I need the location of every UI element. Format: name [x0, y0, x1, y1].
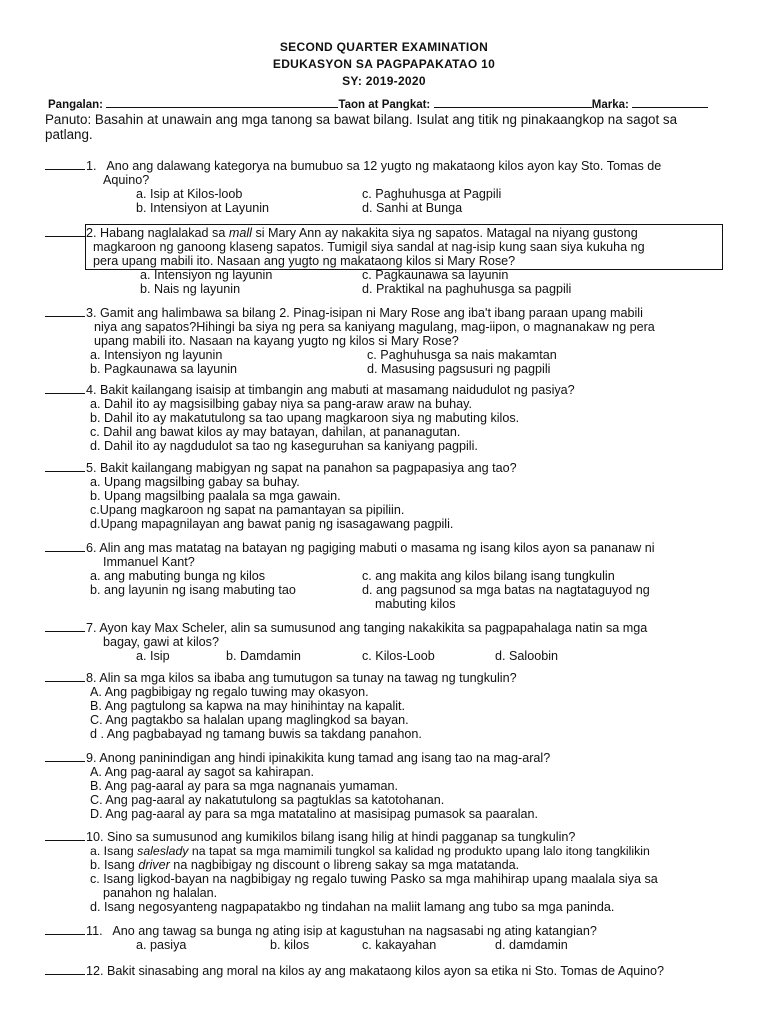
question-3: 3. Gamit ang halimbawa sa bilang 2. Pinag-isipan ni Mary Rose ang iba't ibang paraan upang mabili	[45, 306, 643, 320]
question-8: 8. Alin sa mga kilos sa ibaba ang tumutugon sa tunay na tawag ng tungkulin?	[45, 671, 517, 685]
grade-label: Taon at Pangkat:	[338, 99, 431, 111]
answer-blank-10[interactable]	[45, 830, 85, 841]
instructions-line-1: Panuto: Basahin at unawain ang mga tanong sa bawat bilang. Isulat ang titik ng pinakaangkop na sagot sa	[45, 112, 678, 127]
q11-option-d: d. damdamin	[495, 938, 568, 952]
grade-section-field[interactable]	[434, 97, 592, 108]
question-4: 4. Bakit kailangang isaisip at timbangin ang mabuti at masamang naidudulot ng pasiya?	[45, 383, 575, 397]
q9-option-b: B. Ang pag-aaral ay para sa mga nagnanais yumaman.	[90, 779, 399, 793]
score-field[interactable]	[632, 97, 708, 108]
question-2: 2. Habang naglalakad sa mall si Mary Ann ay nakakita siya ng sapatos. Matagal na niyang gustong	[45, 226, 638, 240]
q6-option-d-line-2: mabuting kilos	[375, 597, 456, 611]
q10-option-a: a. Isang saleslady na tapat sa mga mamimili tungkol sa kalidad ng produkto upang lalo itong tangkilikin	[90, 844, 650, 858]
q3-option-b: b. Pagkaunawa sa layunin	[90, 362, 238, 376]
answer-blank-1[interactable]	[45, 159, 85, 170]
q4-option-d: d. Dahil ito ay nagdudulot sa tao ng kaseguruhan sa kaniyang pagpili.	[90, 439, 478, 453]
instructions-line-2: patlang.	[45, 127, 93, 142]
question-3-line-2: niya ang sapatos?Hihingi ba siya ng pera sa kaniyang magulang, mag-iipon, o magnanakaw ng pera	[94, 320, 655, 334]
q10-option-c-line-2: panahon ng halalan.	[103, 886, 218, 900]
q6-option-a: a. ang mabuting bunga ng kilos	[90, 569, 266, 583]
question-11: 11. Ano ang tawag sa bunga ng ating isip at kagustuhan na nagsasabi ng ating katangian?	[45, 924, 597, 938]
question-1-line-2: Aquino?	[103, 173, 150, 187]
answer-blank-12[interactable]	[45, 964, 85, 975]
q8-option-b: B. Ang pagtulong sa kapwa na may hinihintay na kapalit.	[90, 699, 406, 713]
q2-option-a: a. Intensiyon ng layunin	[140, 268, 273, 282]
name-field[interactable]	[106, 97, 338, 108]
q9-option-a: A. Ang pag-aaral ay sagot sa kahirapan.	[90, 765, 315, 779]
answer-blank-7[interactable]	[45, 621, 85, 632]
q9-option-d: D. Ang pag-aaral ay para sa mga matatalino at masisipag pumasok sa paaralan.	[90, 807, 539, 821]
q5-option-c: c.Upang magkaroon ng sapat na pamantayan sa pipiliin.	[90, 503, 405, 517]
q8-option-c: C. Ang pagtakbo sa halalan upang maglingkod sa bayan.	[90, 713, 409, 727]
q7-option-a: a. Isip	[136, 649, 170, 663]
q5-option-b: b. Upang magsilbing paalala sa mga gawain.	[90, 489, 341, 503]
subject-title: EDUKASYON SA PAGPAPAKATAO 10	[272, 57, 496, 71]
q11-option-c: c. kakayahan	[362, 938, 437, 952]
q6-option-c: c. ang makita ang kilos bilang isang tungkulin	[362, 569, 615, 583]
q4-option-b: b. Dahil ito ay makatutulong sa tao upang magkaroon siya ng mabuting kilos.	[90, 411, 520, 425]
answer-blank-3[interactable]	[45, 306, 85, 317]
answer-blank-9[interactable]	[45, 751, 85, 762]
q4-option-c: c. Dahil ang bawat kilos ay may batayan, dahilan, at pananagutan.	[90, 425, 461, 439]
q2-option-b: b. Nais ng layunin	[140, 282, 241, 296]
score-label: Marka:	[591, 99, 629, 111]
q5-option-d: d.Upang mapagnilayan ang bawat panig ng isasagawang pagpili.	[90, 517, 454, 531]
info-fields	[48, 97, 708, 112]
q7-option-d: d. Saloobin	[495, 649, 559, 663]
q6-option-d: d. ang pagsunod sa mga batas na nagtataguyod ng	[362, 583, 650, 597]
q1-option-a: a. Isip at Kilos-loob	[136, 187, 243, 201]
answer-blank-2[interactable]	[45, 226, 85, 237]
name-label: Pangalan:	[48, 99, 103, 111]
q5-option-a: a. Upang magsilbing gabay sa buhay.	[90, 475, 300, 489]
q3-option-a: a. Intensiyon ng layunin	[90, 348, 223, 362]
question-3-line-3: upang mabili ito. Nasaan na kayang yugto ng kilos si Mary Rose?	[94, 334, 459, 348]
q7-option-c: c. Kilos-Loob	[362, 649, 435, 663]
question-10: 10. Sino sa sumusunod ang kumikilos bilang isang hilig at hindi pagganap sa tungkulin?	[45, 830, 575, 844]
q7-option-b: b. Damdamin	[226, 649, 301, 663]
q10-option-c: c. Isang ligkod-bayan na nagbibigay ng regalo tuwing Pasko sa mga mahihirap upang maalala siya sa	[90, 872, 658, 886]
question-7: 7. Ayon kay Max Scheler, alin sa sumusunod ang tanging nakakikita sa pagpapahalaga natin sa mga	[45, 621, 647, 635]
school-year: SY: 2019-2020	[342, 74, 426, 88]
q2-option-d: d. Praktikal na paghuhusga sa pagpili	[362, 282, 572, 296]
q10-option-d: d. Isang negosyanteng nagpapatakbo ng tindahan na maliit lamang ang tubo sa mga paninda.	[90, 900, 615, 914]
q1-option-b: b. Intensiyon at Layunin	[136, 201, 270, 215]
q1-option-c: c. Paghuhusga at Pagpili	[362, 187, 502, 201]
question-2-line-3: pera upang mabili ito. Nasaan ang yugto ng makataong kilos si Mary Rose?	[93, 254, 516, 268]
answer-blank-6[interactable]	[45, 541, 85, 552]
q2-option-c: c. Pagkaunawa sa layunin	[362, 268, 509, 282]
answer-blank-4[interactable]	[45, 383, 85, 394]
q8-option-d: d . Ang pagbabayad ng tamang buwis sa takdang panahon.	[90, 727, 422, 741]
question-7-line-2: bagay, gawi at kilos?	[103, 635, 219, 649]
question-6-line-2: Immanuel Kant?	[103, 555, 195, 569]
q8-option-a: A. Ang pagbibigay ng regalo tuwing may okasyon.	[90, 685, 369, 699]
q6-option-b: b. ang layunin ng isang mabuting tao	[90, 583, 296, 597]
question-1: 1. Ano ang dalawang kategorya na bumubuo sa 12 yugto ng makataong kilos ayon kay Sto. Tomas de	[45, 159, 661, 173]
question-5: 5. Bakit kailangang mabigyan ng sapat na panahon sa pagpapasiya ang tao?	[45, 461, 517, 475]
q4-option-a: a. Dahil ito ay magsisilbing gabay niya sa pang-araw araw na buhay.	[90, 397, 472, 411]
question-6: 6. Alin ang mas matatag na batayan ng pagiging mabuti o masama ng isang kilos ayon sa pananaw ni	[45, 541, 655, 555]
question-2-line-2: magkaroon ng ganoong klaseng sapatos. Tumigil siya sandal at nag-isip kung saan siya kukuha ng	[93, 240, 645, 254]
answer-blank-8[interactable]	[45, 671, 85, 682]
answer-blank-11[interactable]	[45, 924, 85, 935]
question-9: 9. Anong paninindigan ang hindi ipinakikita kung tamad ang isang tao na mag-aral?	[45, 751, 550, 765]
q9-option-c: C. Ang pag-aaral ay nakatutulong sa pagtuklas sa katotohanan.	[90, 793, 445, 807]
q3-option-c: c. Paghuhusga sa nais makamtan	[367, 348, 557, 362]
q11-option-a: a. pasiya	[136, 938, 187, 952]
answer-blank-5[interactable]	[45, 461, 85, 472]
question-12: 12. Bakit sinasabing ang moral na kilos ay ang makataong kilos ayon sa etika ni Sto. Tomas de Aquino?	[45, 964, 664, 978]
exam-title: SECOND QUARTER EXAMINATION	[279, 40, 489, 54]
q1-option-d: d. Sanhi at Bunga	[362, 201, 463, 215]
q10-option-b: b. Isang driver na nagbibigay ng discount o libreng sakay sa mga matatanda.	[90, 858, 520, 872]
q3-option-d: d. Masusing pagsusuri ng pagpili	[367, 362, 551, 376]
q11-option-b: b. kilos	[270, 938, 310, 952]
